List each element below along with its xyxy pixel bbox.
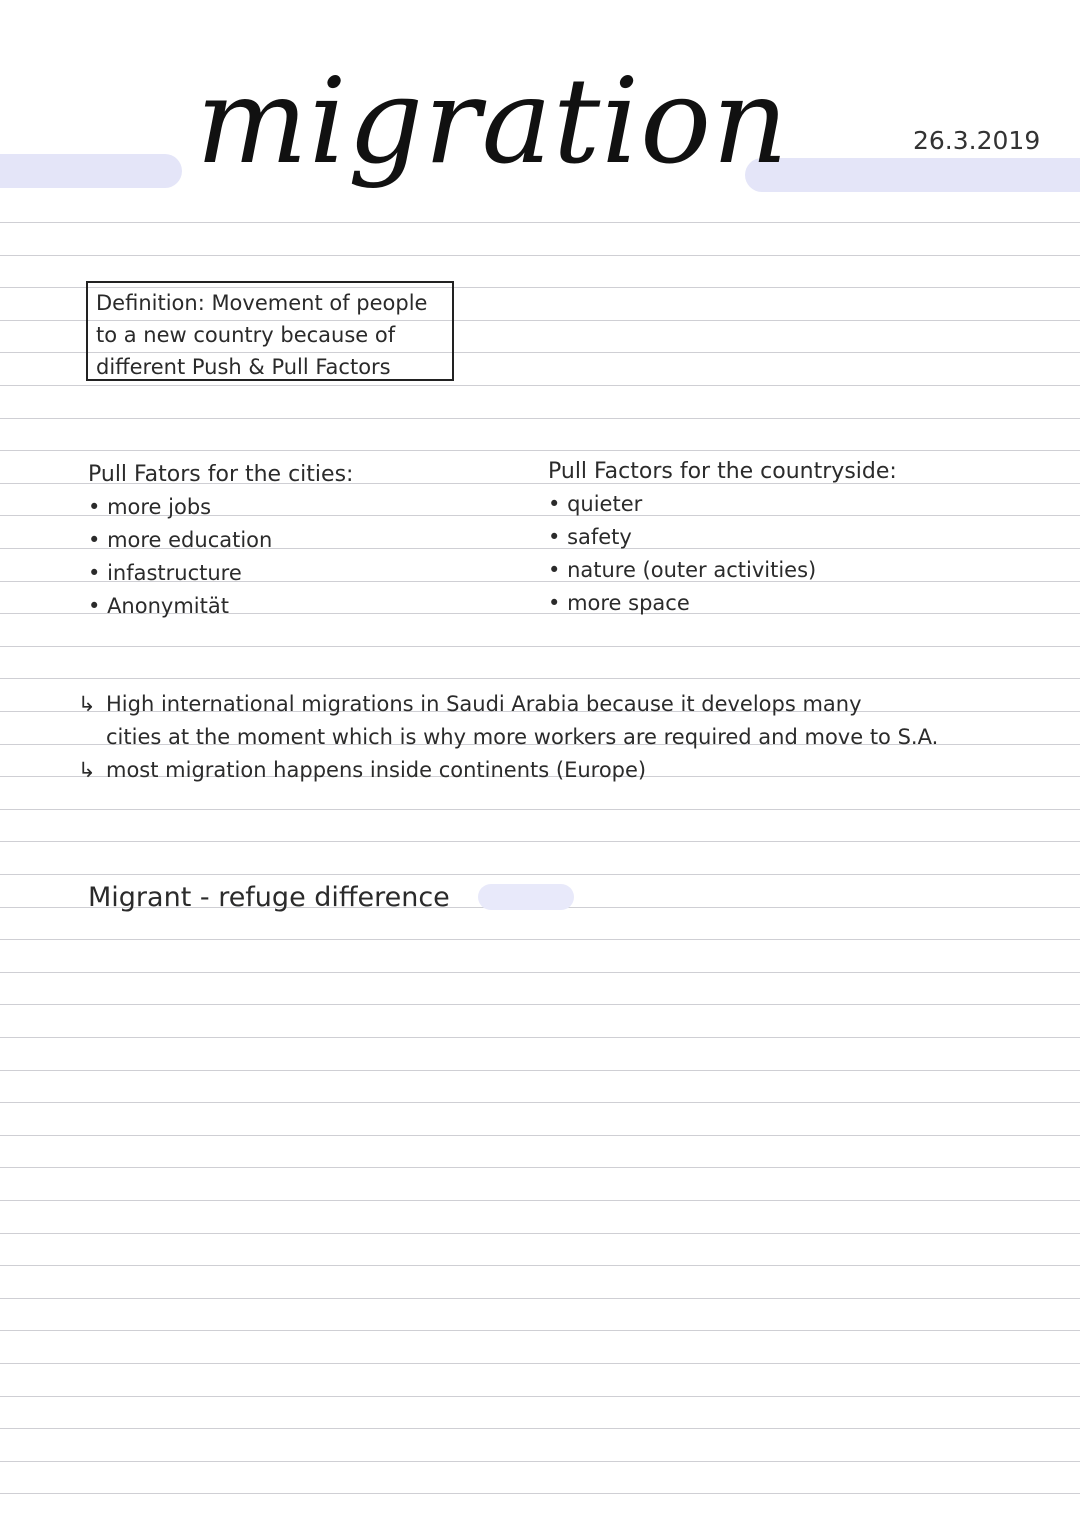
countryside-heading: Pull Factors for the countryside: (548, 459, 897, 484)
definition-box (86, 281, 454, 381)
ruled-line (0, 1330, 1080, 1331)
ruled-line (0, 255, 1080, 256)
list-item: • infastructure (88, 557, 353, 590)
ruled-line (0, 809, 1080, 810)
definition-line: Definition: Movement of people (96, 291, 428, 315)
arrow-icon: ↳ (78, 758, 96, 782)
subheading-block (88, 878, 450, 918)
ruled-line (0, 1428, 1080, 1429)
ruled-line (0, 841, 1080, 842)
note-line (78, 754, 938, 787)
list-item: • more space (548, 587, 897, 620)
definition-line: different Push & Pull Factors (96, 355, 391, 379)
list-item: • more jobs (88, 491, 353, 524)
ruled-line (0, 646, 1080, 647)
subheading-highlight (478, 884, 574, 910)
ruled-line (0, 1102, 1080, 1103)
notes-section (78, 688, 938, 787)
note-text: most migration happens inside continents (Europe) (106, 758, 647, 782)
definition-line: to a new country because of (96, 323, 396, 347)
list-item: • Anonymität (88, 590, 353, 623)
page-date: 26.3.2019 (913, 126, 1041, 155)
ruled-line (0, 1265, 1080, 1266)
ruled-line (0, 939, 1080, 940)
ruled-line (0, 1493, 1080, 1494)
ruled-line (0, 1233, 1080, 1234)
ruled-line (0, 1004, 1080, 1005)
note-line (78, 721, 938, 754)
ruled-line (0, 222, 1080, 223)
arrow-icon: ↳ (78, 692, 96, 716)
title-highlight-left (0, 154, 182, 188)
ruled-line (0, 418, 1080, 419)
ruled-line (0, 972, 1080, 973)
list-item: • nature (outer activities) (548, 554, 897, 587)
ruled-line (0, 385, 1080, 386)
note-line (78, 688, 938, 721)
ruled-line (0, 1037, 1080, 1038)
list-item: • safety (548, 521, 897, 554)
pull-factors-cities (88, 458, 353, 623)
ruled-line (0, 1200, 1080, 1201)
note-text: High international migrations in Saudi Arabia because it develops many (106, 692, 862, 716)
ruled-line (0, 874, 1080, 875)
ruled-line (0, 1070, 1080, 1071)
list-item: • more education (88, 524, 353, 557)
cities-heading: Pull Fators for the cities: (88, 462, 354, 487)
title-highlight-right (745, 158, 1080, 192)
ruled-line (0, 1167, 1080, 1168)
subheading: Migrant - refuge difference (88, 882, 450, 913)
ruled-line (0, 450, 1080, 451)
note-text: cities at the moment which is why more workers are required and move to S.A. (106, 725, 939, 749)
pull-factors-countryside (548, 455, 897, 620)
ruled-line (0, 1461, 1080, 1462)
ruled-line (0, 1396, 1080, 1397)
page-title: migration (196, 52, 790, 190)
ruled-line (0, 1363, 1080, 1364)
ruled-line (0, 1135, 1080, 1136)
list-item: • quieter (548, 488, 897, 521)
ruled-line (0, 1298, 1080, 1299)
ruled-line (0, 678, 1080, 679)
